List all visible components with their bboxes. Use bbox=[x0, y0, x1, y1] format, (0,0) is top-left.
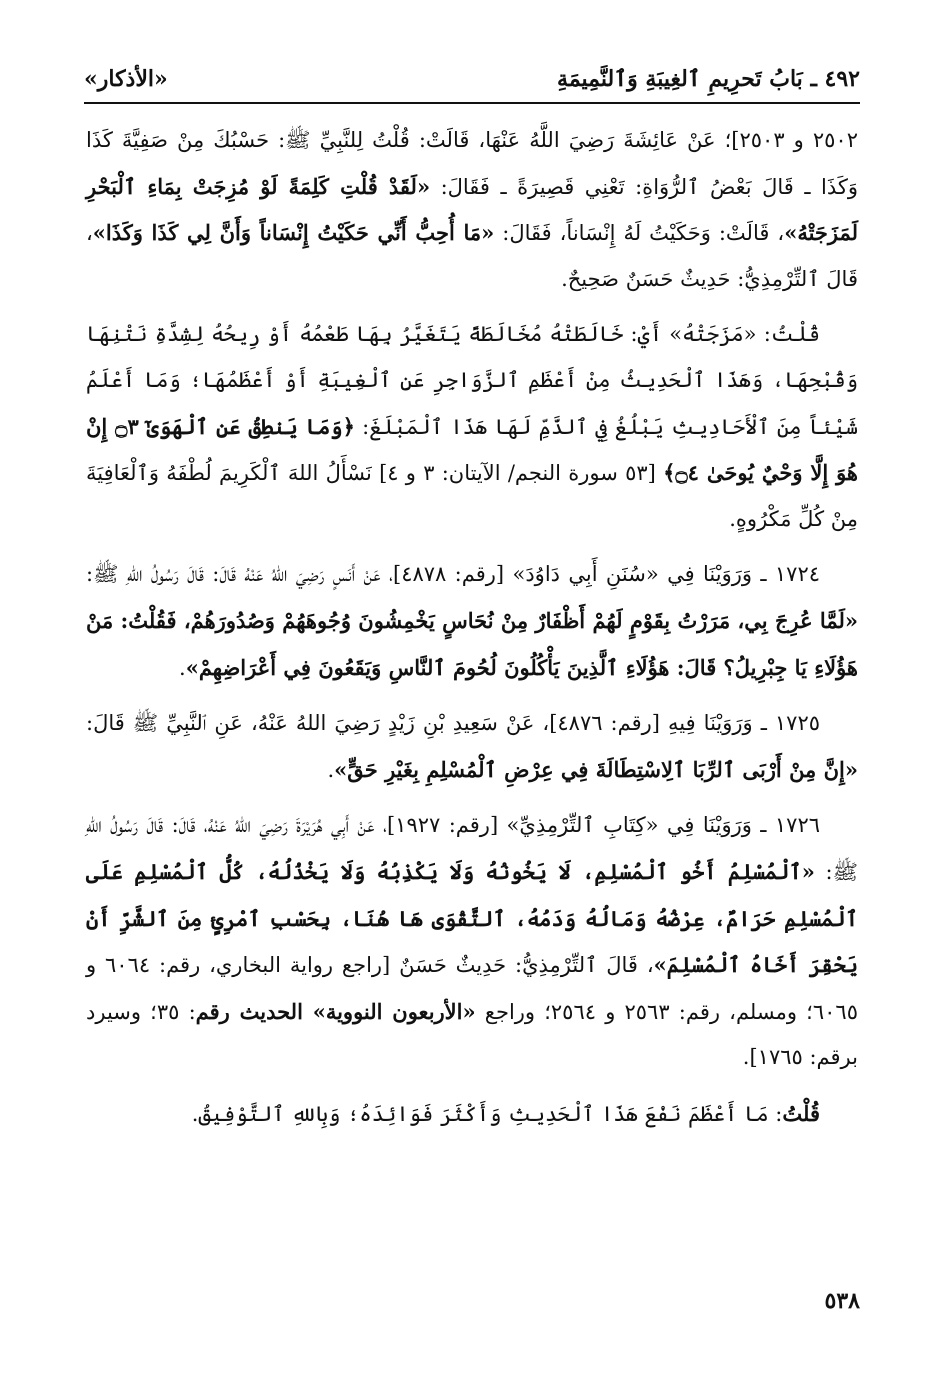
text-segment: ١٧٢٤ ـ وَرَوَيْنَا فِي «سُنَنِ أَبِي دَاوُدَ» [رقم: ٤٨٧٨]، عَنْ أَنَسٍ رَضِيَ اللهُ عَنْهُ قَالَ: قَالَ رَسُولُ اللهِ ﷺ: bbox=[86, 562, 821, 587]
text-segment: . bbox=[179, 655, 186, 680]
hadith-quote: «ٱلْمُسْلِمُ أَخُو ٱلْمُسْلِمِ، لَا يَخُونُهُ وَلَا يَكْذِبُهُ وَلَا يَخْذُلُهُ، كُلُّ ٱلْمُسْلِمِ عَلَى ٱلْمُسْلِمِ حَرَامٌ، عِرْضُهُ وَمَالُهُ وَدَمُهُ، ٱلتَّقْوَى هَا هُنَا، بِحَسْبِ ٱمْرِئٍ مِنَ ٱلشَّرِّ أَنْ يَحْقِرَ أَخَاهُ ٱلْمُسْلِمَ» bbox=[86, 858, 858, 978]
paragraph-aisha-hadith bbox=[86, 118, 858, 302]
quran-verse: ﴿وَمَا يَنطِقُ عَنِ ٱلْهَوَىٰٓ ۝٣ إِنْ هُوَ إِلَّا وَحْيٌ يُوحَىٰ ۝٤﴾ bbox=[86, 413, 858, 486]
paragraph-hadith-1725 bbox=[86, 701, 858, 793]
text-segment: قُلْتُ: «مَزَجَتْهُ» أَيْ: خَالَطَتْهُ مُخَالَطَةً يَتَغَيَّرُ بِهَا طَعْمُهُ أَوْ رِيحُهُ لِشِدَّةِ نَتْنِهَا وَقُبْحِهَا، وَهَذَا ٱلْحَدِيثُ مِنْ أَعْظَمِ ٱلزَّوَاجِرِ عَنِ ٱلْغِيبَةِ أَوْ أَعْظَمُهَا؛ وَمَا أَعْلَمُ شَيْئاً مِنَ ٱلْأَحَادِيثِ يَبْلُغُ فِي ٱلذَّمِّ لَهَا هَذَا ٱلْمَبْلَغَ: bbox=[86, 322, 858, 439]
header-divider bbox=[84, 102, 860, 104]
page-number: ٥٣٨ bbox=[824, 1288, 860, 1314]
text-segment: : ٣٥؛ وسيرد برقم: ١٧٦٥]. bbox=[86, 999, 858, 1070]
text-segment: ، قَالَتْ: وَحَكَيْتُ لَهُ إِنْسَاناً، فَقَالَ: bbox=[494, 221, 785, 246]
paragraph-hadith-1726 bbox=[86, 803, 858, 1081]
text-segment: : مَا أَعْظَمَ نَفْعَ هَذَا ٱلْحَدِيثِ وَأَكْثَرَ فَوَائِدَهُ؛ وَبِاللهِ ٱلتَّوْفِيقُ. bbox=[191, 1101, 783, 1126]
reference-title: «الأربعون النووية» الحديث رقم bbox=[195, 998, 476, 1024]
hadith-quote: «لَمَّا عُرِجَ بِي، مَرَرْتُ بِقَوْمٍ لَهُمْ أَظْفَارٌ مِنْ نُحَاسٍ يَخْمِشُونَ وُجُوهَهُمْ وَصُدُورَهُمْ، فَقُلْتُ: مَنْ هَؤُلَاءِ يَا جِبْرِيلُ؟ قَالَ: هَؤُلَاءِ ٱلَّذِينَ يَأْكُلُونَ لُحُومَ ٱلنَّاسِ وَيَقَعُونَ فِي أَعْرَاضِهِمْ» bbox=[86, 607, 858, 680]
hadith-quote: «لَقَدْ قُلْتِ كَلِمَةً لَوْ مُزِجَتْ بِمَاءِ ٱلْبَحْرِ لَمَزَجَتْهُ» bbox=[86, 173, 859, 246]
book-title: «الأذكار» bbox=[84, 66, 168, 92]
text-segment: ١٧٢٥ ـ وَرَوَيْنَا فِيهِ [رقم: ٤٨٧٦]، عَنْ سَعِيدِ بْنِ زَيْدٍ رَضِيَ اللهُ عَنْهُ، عَنِ ٱلنَّبِيِّ ﷺ قَالَ: bbox=[86, 711, 821, 736]
running-header bbox=[84, 52, 860, 92]
hadith-quote: «مَا أُحِبُّ أَنِّي حَكَيْتُ إِنْسَاناً وَأَنَّ لِي كَذَا وَكَذَا» bbox=[92, 220, 495, 246]
hadith-quote: «إِنَّ مِنْ أَرْبَى ٱلرِّبَا ٱلِاسْتِطَالَةَ فِي عِرْضِ ٱلْمُسْلِمِ بِغَيْرِ حَقٍّ» bbox=[334, 756, 858, 782]
page-body bbox=[86, 118, 858, 1137]
paragraph-closing bbox=[86, 1091, 858, 1138]
text-segment: . bbox=[327, 757, 335, 782]
text-segment: ١٧٢٦ ـ وَرَوَيْنَا فِي «كِتَابِ ٱلتِّرْمِذِيِّ» [رقم: ١٩٢٧]، عَنْ أَبِي هُرَيْرَةَ رَضِيَ اللهُ عَنْهُ، قَالَ: قَالَ رَسُولُ اللهِ ﷺ: bbox=[86, 813, 859, 884]
text-segment: قُلْتُ bbox=[782, 1100, 820, 1126]
chapter-title: ٤٩٢ ـ بَابُ تَحرِيمِ ٱلغِيبَةِ وَٱلنَّمِيمَةِ bbox=[557, 66, 860, 92]
paragraph-commentary bbox=[86, 312, 858, 542]
paragraph-hadith-1724 bbox=[86, 552, 858, 691]
text-segment: [٥٣ سورة النجم/ الآيتان: ٣ و ٤] نَسْأَلُ اللهَ ٱلْكَرِيمَ لُطْفَهُ وَٱلْعَافِيَةَ مِنْ كُلِّ مَكْرُوهٍ. bbox=[86, 461, 858, 531]
text-segment: ، قَالَ ٱلتِّرْمِذِيُّ: حَدِيثٌ حَسَنٌ صَحِيحٌ. bbox=[86, 221, 858, 291]
text-segment: ، قَالَ ٱلتِّرْمِذِيُّ: حَدِيثٌ حَسَنٌ [راجع رواية البخاري، رقم: ٦٠٦٤ و ٦٠٦٥؛ ومسلم، رقم: ٢٥٦٣ و ٢٥٦٤؛ وراجع bbox=[86, 953, 858, 1024]
text-segment: ٢٥٠٢ و ٢٥٠٣]؛ عَنْ عَائِشَةَ رَضِيَ اللَّهُ عَنْهَا، قَالَتْ: قُلْتُ لِلنَّبِيِّ ﷺ: حَسْبُكَ مِنْ صَفِيَّةَ كَذَا وَكَذَا ـ قَالَ بَعْضُ ٱلرُّوَاةِ: تَعْنِي قَصِيرَةً ـ فَقَالَ: bbox=[86, 128, 858, 199]
